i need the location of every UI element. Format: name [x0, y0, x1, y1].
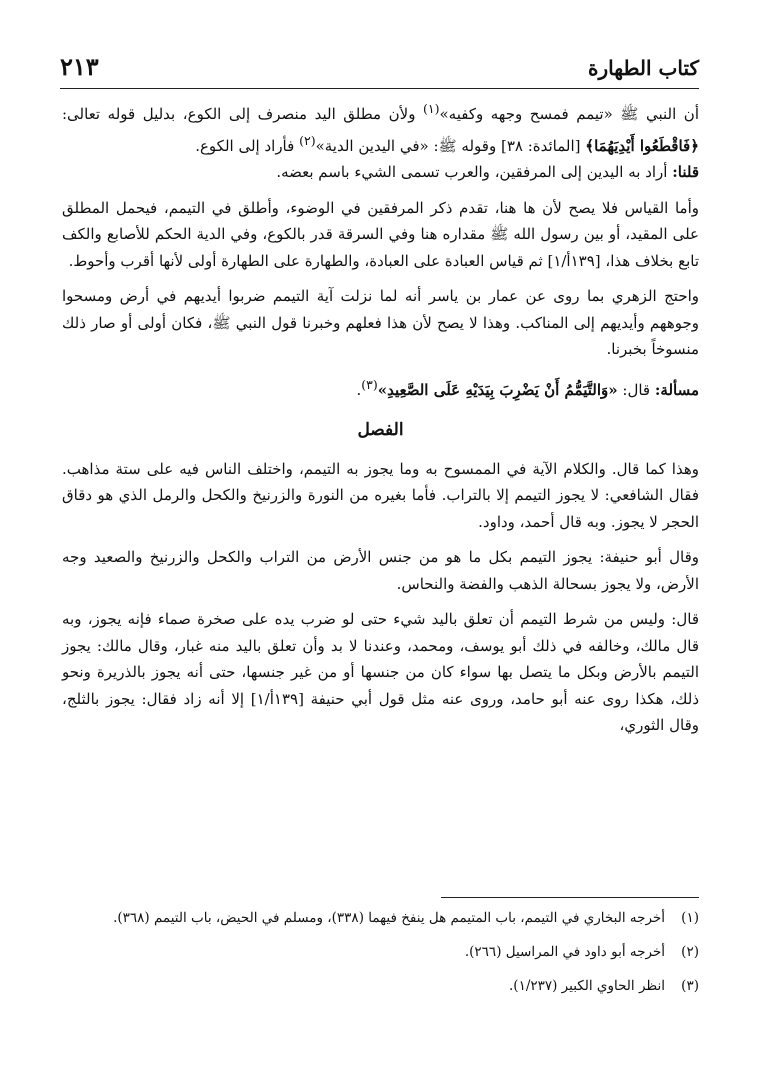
footnote-divider [441, 897, 699, 898]
paragraph: وقال أبو حنيفة: يجوز التيمم بكل ما هو من جنس الأرض من التراب والكحل والزرنيخ والصعيد وجه الأرض، ولا يجوز بسحالة الذهب والفضة والنحاس. [62, 548, 699, 593]
footnote [62, 906, 699, 930]
footnote-text: أخرجه البخاري في التيمم، باب المتيمم هل ينفخ فيهما (٣٣٨)، ومسلم في الحيض، باب التيمم (٣٦٨). [113, 910, 665, 926]
text-run: أراد به اليدين إلى المرفقين، والعرب تسمى الشيء باسم بعضه. [276, 163, 673, 181]
text-run: قال: [617, 380, 655, 399]
paragraph: وهذا كما قال. والكلام الآية في الممسوح به وما يجوز به التيمم، واختلف الناس فيه على ستة مذاهب. فقال الشافعي: لا يجوز التيمم إلا بالتراب. فأما بغيره من النورة والزرنيخ والكحل والرمل الذي هو دقاق الحجر لا يجوز. وبه قال أحمد، وداود. [62, 459, 699, 531]
matn-quote: «وَالتَّيَمُّمُ أَنْ يَضْرِبَ بِيَدَيْهِ عَلَى الصَّعِيدِ» [377, 380, 618, 399]
paragraph [62, 96, 699, 186]
quran-verse: ﴿فَاقْطَعُوا أَيْدِيَهُمَا﴾ [585, 136, 699, 155]
footnote-ref[interactable]: (٣) [361, 376, 378, 392]
footnote-ref[interactable]: (١) [423, 101, 440, 116]
paragraph: قال: وليس من شرط التيمم أن تعلق باليد شيء حتى لو ضرب يده على صخرة صماء فإنه يجوز، وبه قال مالك، وخالفه في ذلك أبو يوسف، ومحمد، وعندنا لا بد وأن تعلق باليد منه غبار، وقال مالك: يجوز التيمم بالأرض وبكل ما يتصل بها سواء كان من جنسها أو من غير جنسها، حتى أنه يجوز بالذريرة ونحو ذلك، هكذا روى عنه أبو حامد، وروى عنه مثل قول أبي حنيفة [١٣٩أ/١] إلا أنه زاد فقال: يجوز بالثلج، وقال الثوري، [62, 610, 699, 734]
main-text [62, 96, 699, 748]
text-run: فأراد إلى الكوع. [195, 136, 300, 155]
paragraph-lead: قلنا: [672, 163, 699, 181]
page-number: ٢١٣ [60, 52, 99, 81]
footnote-text: أخرجه أبو داود في المراسيل (٢٦٦). [464, 944, 665, 960]
footnote-ref[interactable]: (٢) [299, 132, 316, 148]
section-heading: الفصل [357, 420, 404, 440]
footnote-number: (٣) [681, 978, 699, 994]
footnotes [62, 906, 699, 1008]
text-run: أن النبي ﷺ «تيمم فمسح وجهه وكفيه» [439, 105, 699, 123]
text-run: . [356, 380, 362, 399]
footnote-number: (٢) [681, 944, 699, 960]
paragraph: وأما القياس فلا يصح لأن ها هنا، تقدم ذكر المرفقين في الوضوء، وأطلق في التيمم، فيحمل المطلق على المقيد، أو بين رسول الله ﷺ مقداره هنا وفي السرقة قدر بالكوع، وفي الدية الحكم للأصابع والكف تابع بخلاف هذا، [١٣٩أ/١] ثم قياس العبادة على العبادة، والطهارة على الطهارة أولى لأنها أقرب وأحوط. [62, 198, 699, 270]
text-run: [المائدة: ٣٨] وقوله ﷺ: «في اليدين الدية» [315, 136, 586, 155]
paragraph-lead: مسألة: [654, 380, 699, 399]
footnote [62, 940, 699, 964]
running-header [60, 50, 699, 86]
chapter-title: كتاب الطهارة [588, 56, 699, 80]
paragraph [62, 372, 699, 404]
text-run: ولأن مطلق اليد منصرف إلى الكوع، بدليل قوله تعالى: [62, 105, 423, 123]
footnote-text: انظر الحاوي الكبير (١/٢٣٧). [509, 978, 665, 994]
footnote-number: (١) [681, 910, 699, 926]
footnote [62, 974, 699, 998]
header-divider [60, 88, 699, 89]
paragraph: واحتج الزهري بما روى عن عمار بن ياسر أنه لما نزلت آية التيمم ضربوا أيديهم في أرض ومسحوا وجوههم وأيديهم إلى المناكب. وهذا لا يصح لأن هذا فعلهم وخبرنا قول النبي ﷺ، فكان أولى أو صار ذلك منسوخاً بخبرنا. [62, 287, 699, 358]
